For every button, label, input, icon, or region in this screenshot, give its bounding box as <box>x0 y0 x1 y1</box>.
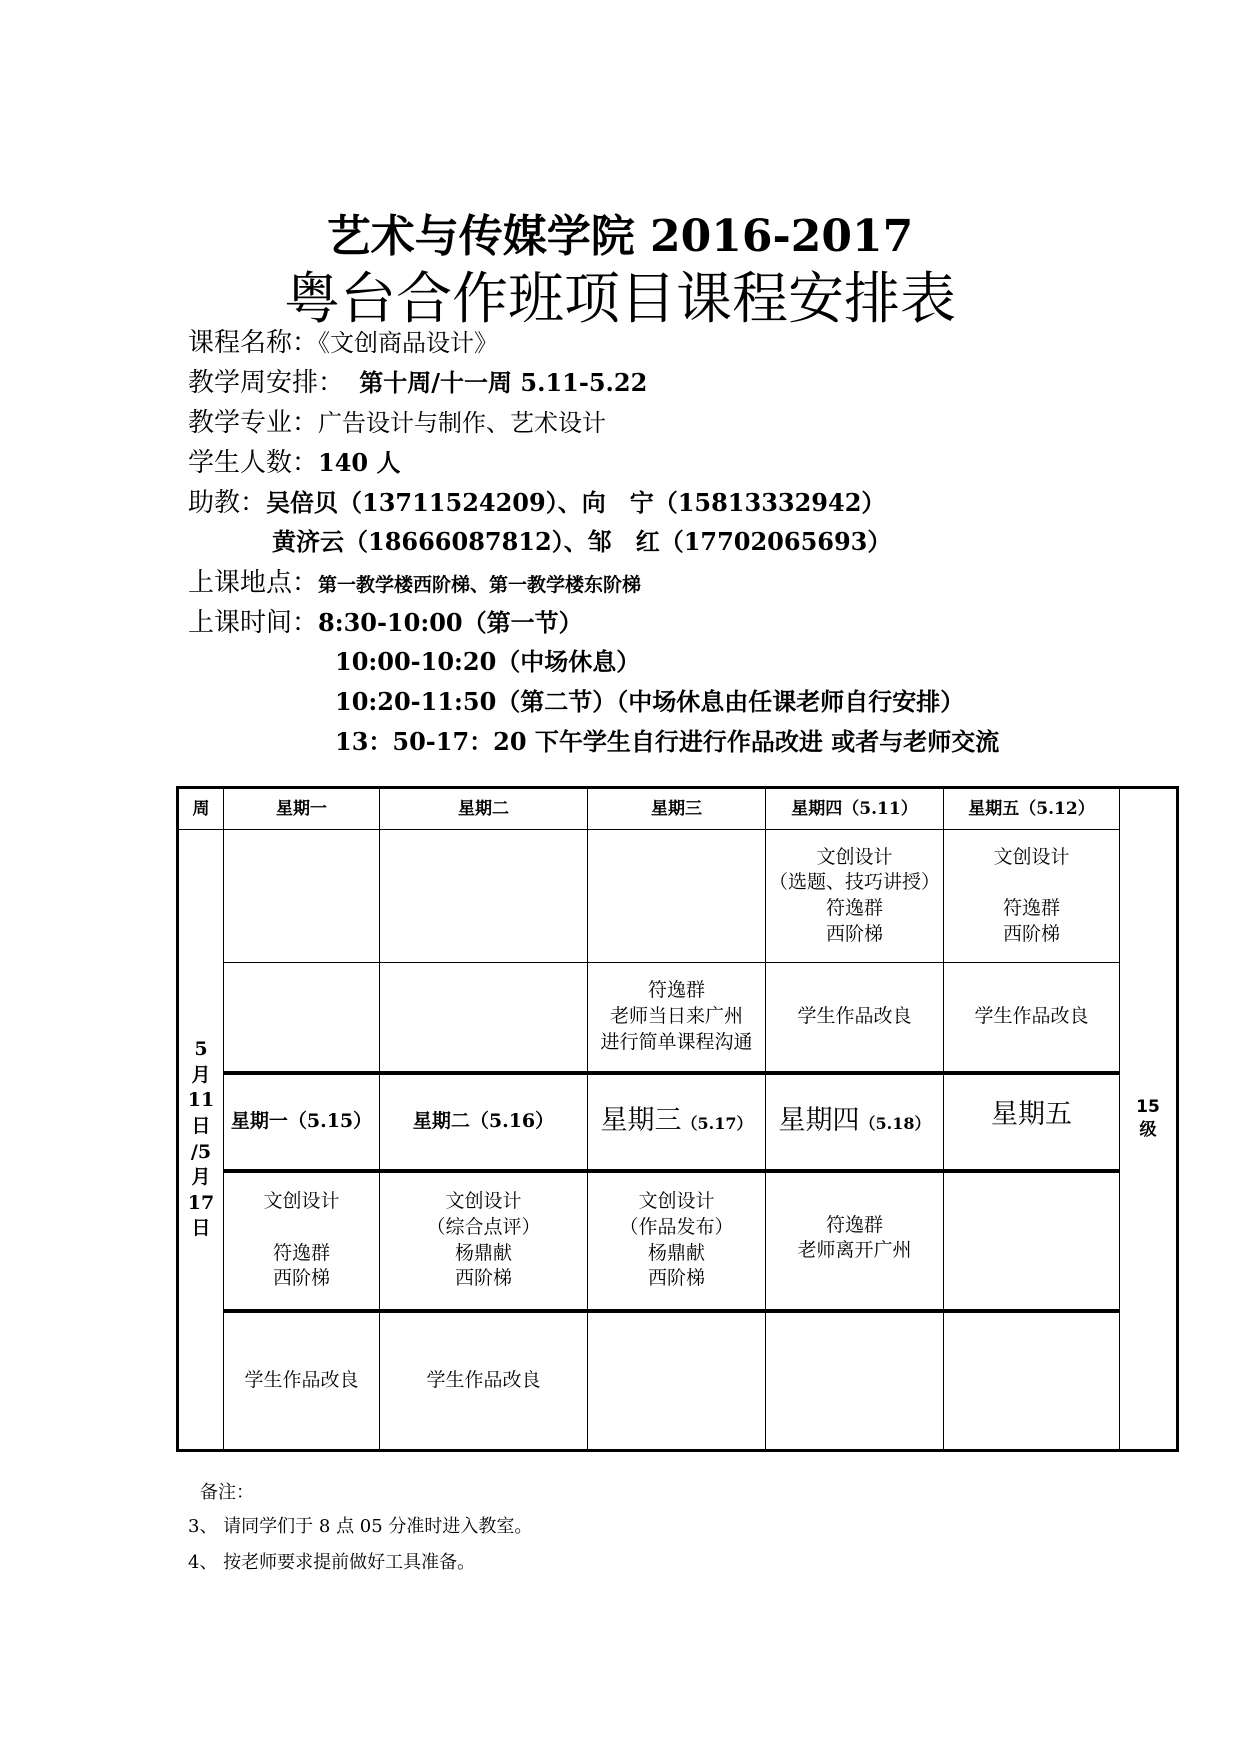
header-wed: 星期三 <box>588 788 766 830</box>
w1-tue-am <box>380 830 588 963</box>
location-row <box>188 562 641 599</box>
course-name: 文创设计 <box>816 845 893 868</box>
w2-wed-pm <box>588 1311 766 1451</box>
week1-pm-row <box>178 963 1178 1073</box>
header-fri: 星期五（5.12） <box>944 788 1120 830</box>
header-tue: 星期二 <box>380 788 588 830</box>
room-name: 西阶梯 <box>647 1267 705 1290</box>
course-topic: （综合点评） <box>426 1215 541 1238</box>
course-name: 文创设计 <box>638 1190 715 1213</box>
week-range-cell <box>178 830 224 1451</box>
time-line1: 8:30-10:00（第一节） <box>318 608 583 637</box>
w2-thu-am <box>766 1171 944 1311</box>
w1-mon-am <box>224 830 380 963</box>
time-label: 上课时间： <box>188 608 319 638</box>
teacher-name: 符逸群 <box>1002 897 1060 920</box>
w1-fri-pm: 学生作品改良 <box>944 963 1120 1073</box>
note-line: 老师离开广州 <box>797 1239 912 1262</box>
notes-title: 备注： <box>200 1482 254 1503</box>
week-label-part: 月 <box>191 1166 211 1189</box>
major-row <box>188 402 606 439</box>
w2-header-tue: 星期二（5.16） <box>380 1073 588 1171</box>
w1-tue-pm <box>380 963 588 1073</box>
w2-header-thu <box>766 1073 944 1171</box>
location-label: 上课地点： <box>188 568 319 598</box>
location-value: 第一教学楼西阶梯、第一教学楼东阶梯 <box>318 574 642 596</box>
w2-tue-am <box>380 1171 588 1311</box>
w2-header-thu-date: （5.18） <box>859 1114 931 1134</box>
w2-mon-pm: 学生作品改良 <box>224 1311 380 1451</box>
week-label-part: /5 <box>190 1140 212 1163</box>
w2-mon-am <box>224 1171 380 1311</box>
header-mon: 星期一 <box>224 788 380 830</box>
schedule-table <box>176 786 1179 1452</box>
page-title-line1: 艺术与传媒学院 2016-2017 <box>326 211 914 262</box>
time-line3: 10:20-11:50（第二节）（中场休息由任课老师自行安排） <box>335 687 965 716</box>
course-topic: （选题、技巧讲授） <box>768 871 940 894</box>
w2-header-fri <box>944 1073 1120 1171</box>
w2-wed-am <box>588 1171 766 1311</box>
course-name: 文创设计 <box>263 1190 340 1213</box>
week2-header-row <box>178 1073 1178 1171</box>
room-name: 西阶梯 <box>825 922 883 945</box>
grade-level-number: 15 <box>1136 1097 1160 1118</box>
teacher-name: 符逸群 <box>825 897 883 919</box>
w1-fri-am <box>944 830 1120 963</box>
teacher-name: 符逸群 <box>825 1213 883 1236</box>
week-label-part: 5 <box>194 1037 208 1060</box>
w2-header-fri-main: 星期五 <box>991 1098 1072 1130</box>
major-value: 广告设计与制作、艺术设计 <box>318 409 607 437</box>
assistants-line2-text: 黄济云（18666087812）、邹 红（17702065693） <box>272 527 892 556</box>
note-item-3: 3、 请同学们于 8 点 05 分准时进入教室。 <box>188 1516 533 1537</box>
w1-wed-am <box>588 830 766 963</box>
students-value: 140 人 <box>318 448 401 477</box>
week-label-part: 日 <box>191 1217 211 1240</box>
major-label: 教学专业： <box>188 408 319 438</box>
w1-mon-pm <box>224 963 380 1073</box>
w2-fri-am <box>944 1171 1120 1311</box>
w2-header-mon: 星期一（5.15） <box>224 1073 380 1171</box>
room-name: 西阶梯 <box>1002 922 1060 945</box>
course-topic: （作品发布） <box>619 1215 734 1238</box>
teaching-weeks-label: 教学周安排： <box>188 368 345 398</box>
week-label-part: 月 <box>191 1063 211 1086</box>
teacher-name: 杨鼎献 <box>454 1241 512 1264</box>
grade-level-cell <box>1120 788 1178 1451</box>
week-label-part: 11 <box>187 1089 215 1112</box>
week2-pm-row <box>178 1311 1178 1451</box>
assistants-line1: 吴倍贝（13711524209）、向 宁（15813332942） <box>266 488 886 517</box>
header-thu: 星期四（5.11） <box>766 788 944 830</box>
course-name-label: 课程名称： <box>188 328 319 358</box>
students-row <box>188 442 400 479</box>
time-line2: 10:00-10:20（中场休息） <box>335 647 641 676</box>
time-row <box>188 602 583 639</box>
week-label-part: 17 <box>187 1191 215 1214</box>
course-topic <box>944 870 1119 896</box>
course-topic <box>224 1215 379 1241</box>
w2-header-wed <box>588 1073 766 1171</box>
assistants-row <box>188 482 885 519</box>
w2-header-wed-date: （5.17） <box>681 1114 753 1134</box>
teacher-name: 杨鼎献 <box>647 1241 705 1264</box>
w1-thu-pm: 学生作品改良 <box>766 963 944 1073</box>
teaching-weeks-value: 第十周/十一周 5.11-5.22 <box>359 368 648 397</box>
room-name: 西阶梯 <box>454 1267 512 1290</box>
header-week: 周 <box>178 788 224 830</box>
teacher-name: 符逸群 <box>647 979 705 1002</box>
week1-am-row <box>178 830 1178 963</box>
assistants-label: 助教： <box>188 488 267 518</box>
students-label: 学生人数： <box>188 448 319 478</box>
week2-am-row <box>178 1171 1178 1311</box>
grade-level-suffix: 级 <box>1139 1120 1157 1140</box>
note-item-4: 4、 按老师要求提前做好工具准备。 <box>188 1552 476 1573</box>
course-name-row <box>188 322 498 359</box>
w2-thu-pm <box>766 1311 944 1451</box>
course-name-value: 《文创商品设计》 <box>318 329 499 357</box>
w2-fri-pm <box>944 1311 1120 1451</box>
w1-thu-am <box>766 830 944 963</box>
time-line4: 13：50-17：20 下午学生自行进行作品改进 或者与老师交流 <box>335 727 1000 756</box>
w2-header-wed-main: 星期三 <box>600 1105 682 1137</box>
teaching-weeks-row <box>188 362 647 399</box>
w2-tue-pm: 学生作品改良 <box>380 1311 588 1451</box>
assistants-line2 <box>272 522 891 557</box>
week-label-part: 日 <box>191 1114 211 1137</box>
w1-wed-pm <box>588 963 766 1073</box>
teacher-name: 符逸群 <box>272 1241 330 1264</box>
room-name: 西阶梯 <box>272 1267 330 1290</box>
note-line: 老师当日来广州 <box>609 1004 743 1027</box>
w2-header-thu-main: 星期四 <box>778 1105 860 1137</box>
page-title-line2: 粤台合作班项目课程安排表 <box>284 267 956 332</box>
note-line: 进行简单课程沟通 <box>600 1030 753 1053</box>
header-row <box>178 788 1178 830</box>
course-name: 文创设计 <box>993 845 1070 868</box>
course-name: 文创设计 <box>445 1190 522 1213</box>
